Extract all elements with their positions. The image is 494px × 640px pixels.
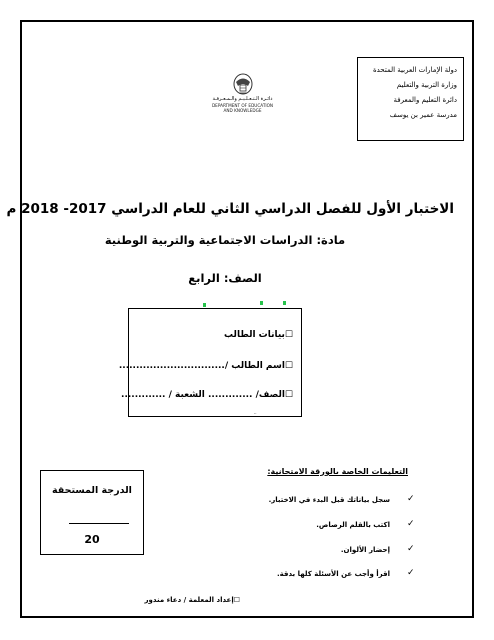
checkbox-icon: ☐ (284, 330, 293, 340)
logo-english-line2: AND KNOWLEDGE (223, 108, 262, 113)
green-mark (203, 303, 206, 307)
exam-grade: الصف: الرابع (188, 271, 262, 285)
logo-arabic-text: دائـرة الـتـعـلـيـم والـمـعـرفـة (212, 96, 273, 102)
exam-subject: مادة: الدراسات الاجتماعية والتربية الوطنية (104, 233, 346, 247)
instruction-item: سجل بياناتك قبل البدء في الاختبار. (268, 496, 390, 504)
department-name: دائرة التعليم والمعرفة (393, 96, 457, 104)
score-box (40, 470, 144, 555)
check-icon: ✓ (407, 519, 415, 529)
department-logo (200, 72, 285, 122)
score-line (69, 523, 129, 524)
green-mark (260, 301, 263, 305)
falcon-emblem-icon (230, 72, 256, 96)
check-icon: ✓ (407, 568, 415, 578)
school-header-box (357, 57, 464, 141)
country-name: دولة الإمارات العربية المتحدة (372, 66, 457, 74)
checkbox-icon: ☐ (233, 596, 240, 604)
student-name-line: ☐اسم الطالب /............................... (118, 361, 293, 371)
score-value: 20 (84, 533, 100, 546)
exam-title: الاختبار الأول للفصل الدراسي الثاني للعام الدراسي 2017- 2018 م (6, 201, 454, 217)
prepared-by: ☐إعداد المعلمة / دعاء مندور (144, 596, 240, 604)
class-section-line: ☐الصف/ ............. الشعبة / ............. (121, 390, 293, 400)
instruction-item: إحضار الألوان. (340, 546, 390, 554)
school-name: مدرسة عمير بن يوسف (389, 111, 457, 119)
instruction-item: اقرأ وأجب عن الأسئلة كلها بدقة. (276, 570, 390, 578)
small-mark: ·· (254, 411, 257, 416)
student-info-box (118, 308, 302, 417)
ministry-name: وزارة التربية والتعليم (396, 81, 457, 89)
check-icon: ✓ (407, 544, 415, 554)
instruction-item: اكتب بالقلم الرصاص. (316, 521, 390, 529)
student-info-heading: ☐بيانات الطالب (224, 330, 293, 340)
logo-english-line1: DEPARTMENT OF EDUCATION (211, 103, 274, 108)
checkbox-icon: ☐ (284, 390, 293, 400)
instructions-heading: التعليمات الخاصة بالورقة الامتحانية: (267, 467, 408, 476)
checkbox-icon: ☐ (284, 361, 293, 371)
score-label: الدرجة المستحقة (52, 485, 132, 496)
check-icon: ✓ (407, 494, 415, 504)
green-mark (283, 301, 286, 305)
